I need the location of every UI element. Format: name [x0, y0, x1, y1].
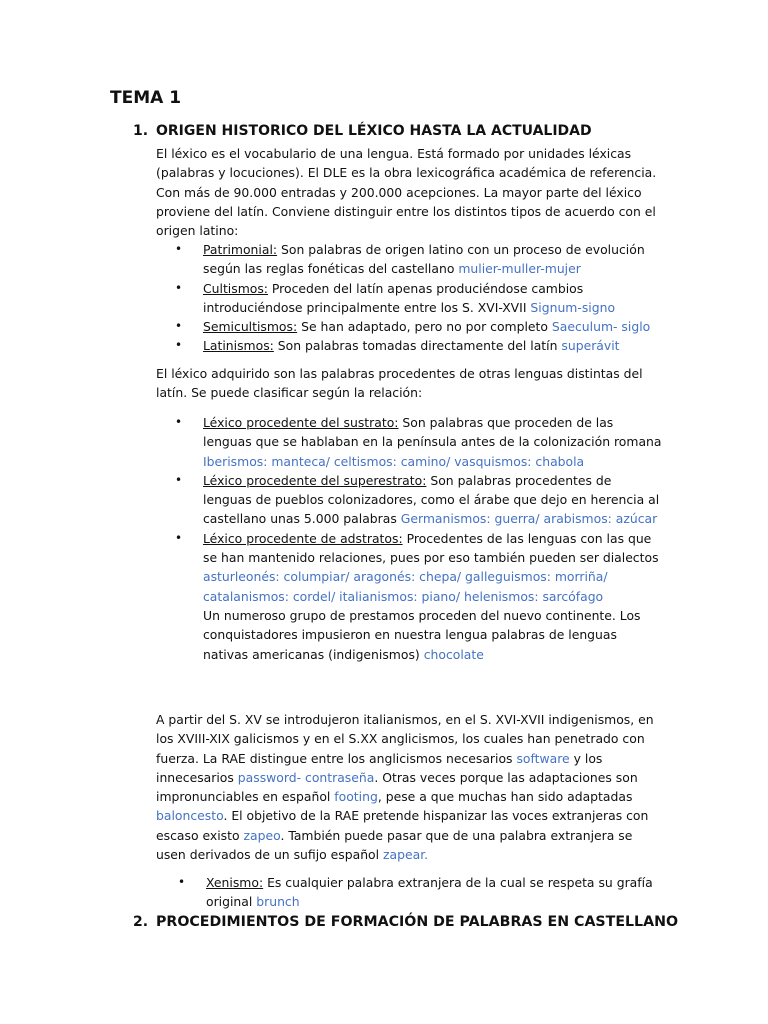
bullet-icon: •	[175, 530, 183, 545]
term-patrimonial: Patrimonial:	[203, 242, 278, 257]
definition-text: Son palabras de origen latino con un proceso de evolución según las reglas fonéticas del castellano	[203, 242, 645, 277]
term-latinismos: Latinismos:	[203, 338, 274, 354]
bullet-icon: •	[175, 338, 183, 353]
example-link: footing	[334, 789, 378, 805]
term-adstratos: Léxico procedente de adstratos:	[203, 530, 403, 546]
example-link: Iberismos: manteca/ celtismos: camino/ vasquismos: chabola	[203, 453, 585, 469]
history-text: , pese a que muchas han sido adaptadas	[377, 789, 633, 805]
history-text: . Otras veces porque las adaptaciones son impronunciables en español	[156, 769, 638, 805]
term-cultismos: Cultismos:	[203, 280, 268, 296]
example-link: Signum-signo	[530, 299, 616, 315]
latin-types-list	[175, 240, 662, 356]
definition-text: Son palabras procedentes de lenguas de pueblos colonizadores, como el árabe que dejo en herencia al castellano unas 5.000 palabras	[203, 472, 660, 527]
section1-number: 1.	[133, 123, 149, 139]
bullet-icon: •	[175, 242, 183, 256]
definition-text: Proceden del latín apenas produciéndose cambios introduciéndose principalmente entre los S. XVI-XVII	[203, 280, 584, 315]
lexicon-intro-paragraph: El léxico es el vocabulario de una lengua. Está formado por unidades léxicas (palabras y locuciones). El DLE es la obra lexicográfica académica de referencia. Con más de 90.000 entradas y 200.000 acepciones. La mayor parte del léxico proviene del latín. Conviene distinguir entre los distintos tipos de acuerdo con el origen latino:	[156, 146, 657, 239]
history-text: . También puede pasar que de una palabra extranjera se usen derivados de un sufijo español	[156, 827, 633, 863]
list-item	[175, 336, 662, 355]
example-link: brunch	[256, 894, 300, 910]
history-text: . El objetivo de la RAE pretende hispanizar las voces extranjeras con escaso existo	[156, 808, 649, 843]
example-link: Saeculum- siglo	[551, 319, 651, 335]
bullet-icon: •	[175, 415, 183, 429]
example-link: superávit	[561, 338, 620, 354]
list-item	[178, 873, 662, 912]
example-link: chocolate	[423, 646, 484, 662]
bullet-icon: •	[175, 472, 183, 487]
list-item	[175, 529, 662, 664]
definition-text: Es cualquier palabra extranjera de la cual se respeta su grafía original	[206, 875, 653, 910]
bullet-icon: •	[175, 319, 183, 334]
example-link: software	[516, 750, 570, 766]
list-item	[175, 279, 662, 318]
term-sustrato: Léxico procedente del sustrato:	[203, 415, 399, 430]
page-title: TEMA 1	[110, 88, 182, 108]
example-link: baloncesto	[156, 808, 224, 824]
list-item	[175, 240, 662, 279]
term-xenismo: Xenismo:	[206, 875, 264, 890]
definition-text: Son palabras tomadas directamente del latín	[273, 338, 562, 354]
list-item	[175, 471, 662, 529]
americas-text: Un numeroso grupo de prestamos proceden del nuevo continente. Los conquistadores impusieron en nuestra lengua palabras de lenguas nativas americanas (indigenismos)	[203, 607, 641, 662]
example-link: zapear.	[383, 847, 429, 863]
example-link: Germanismos: guerra/ arabismos: azúcar	[400, 511, 658, 527]
definition-text: Se han adaptado, pero no por completo	[297, 319, 552, 335]
definition-text: Son palabras que proceden de las lenguas que se hablaban en la península antes de la colonización romana	[203, 415, 662, 450]
americas-paragraph	[203, 606, 662, 664]
example-link: password- contraseña	[237, 769, 375, 785]
history-text: A partir del S. XV se introdujeron italianismos, en el S. XVI-XVII indigenismos, en los XVIII-XIX galicismos y en el S.XX anglicismos, los cuales han penetrado con fuerza. La RAE distingue entre los anglicismos necesarios	[156, 712, 654, 766]
acquired-intro-paragraph: El léxico adquirido son las palabras procedentes de otras lenguas distintas del latín. Se puede clasificar según la relación:	[156, 366, 643, 401]
term-superestrato: Léxico procedente del superestrato:	[203, 472, 427, 488]
xenismo-list	[178, 873, 662, 912]
bullet-icon: •	[178, 875, 186, 889]
section2-heading: PROCEDIMIENTOS DE FORMACIÓN DE PALABRAS EN CASTELLANO	[156, 914, 679, 930]
section2-number: 2.	[133, 914, 149, 930]
history-text: y los innecesarios	[156, 750, 603, 785]
definition-text: Procedentes de las lenguas con las que se han mantenido relaciones, pues por eso también pueden ser dialectos	[203, 530, 659, 566]
term-semicultismos: Semicultismos:	[203, 319, 298, 335]
list-item	[175, 317, 662, 336]
example-link: zapeo	[243, 827, 281, 843]
section1-heading: ORIGEN HISTORICO DEL LÉXICO HASTA LA ACTUALIDAD	[156, 123, 592, 139]
bullet-icon: •	[175, 280, 183, 295]
history-paragraph	[156, 710, 662, 864]
example-link: mulier-muller-mujer	[458, 261, 581, 277]
list-item	[175, 413, 662, 471]
example-link: asturleonés: columpiar/ aragonés: chepa/ galleguismos: morriña/ catalanismos: cordel/ italianismos: piano/ helenismos: sarcófago	[203, 569, 608, 604]
acquired-types-list	[175, 413, 662, 664]
